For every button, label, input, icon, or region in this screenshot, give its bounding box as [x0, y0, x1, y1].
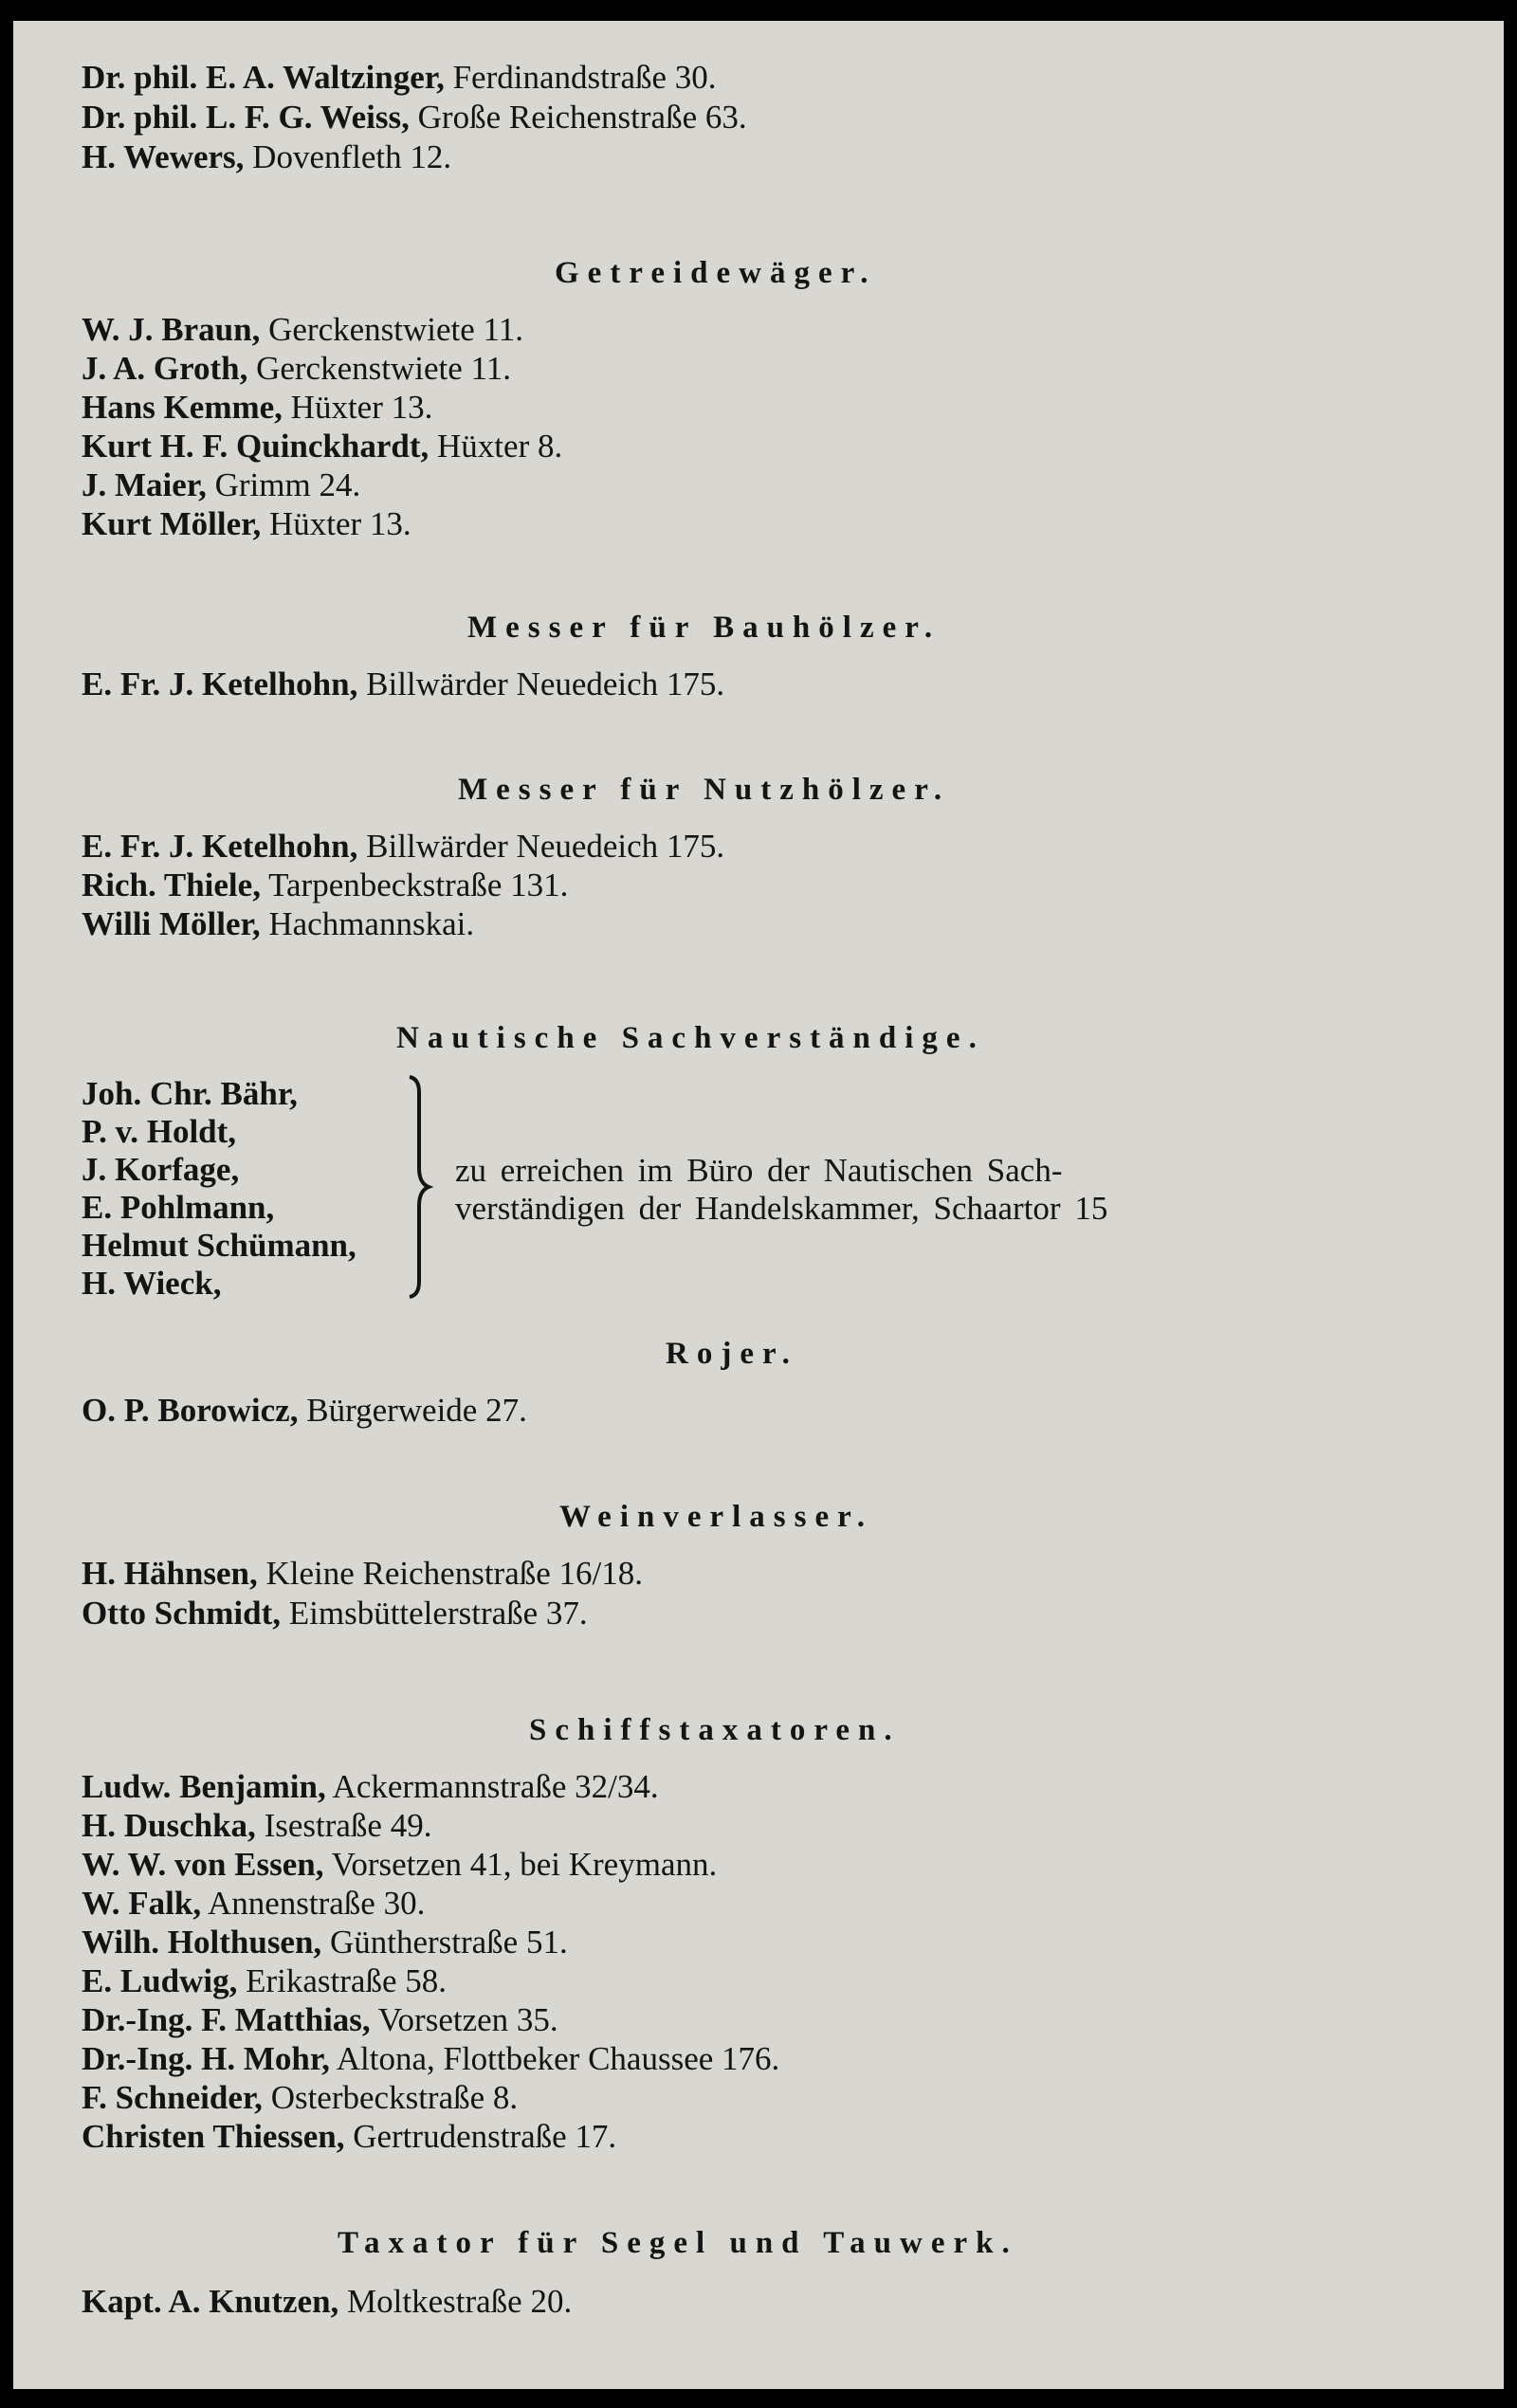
entry [82, 59, 717, 97]
entry-address: Osterbeckstraße 8. [270, 2079, 519, 2116]
entry [82, 428, 562, 465]
entry-address: Gerckenstwiete 11. [256, 350, 511, 387]
entry-name: Kurt Möller, [82, 505, 262, 542]
entry-name: Dr. phil. E. A. Waltzinger, [82, 59, 445, 96]
entry-address: Gerckenstwiete 11. [268, 311, 523, 348]
entry [82, 2079, 518, 2117]
entry-name: E. Fr. J. Ketelhohn, [82, 828, 358, 865]
entry [82, 905, 474, 943]
expert-name [82, 1151, 239, 1189]
entry-name: E. Ludwig, [82, 1962, 238, 1999]
entry-address: Gertrudenstraße 17. [353, 2118, 617, 2155]
entry [82, 1807, 431, 1845]
entry [82, 350, 511, 388]
entry-address: Billwärder Neuedeich 175. [366, 666, 725, 702]
section-heading: Messer für Bauhölzer. [467, 611, 941, 645]
entry-address: Dovenfleth 12. [252, 138, 452, 175]
entry-name: Kurt H. F. Quinckhardt, [82, 428, 430, 465]
entry-name: Otto Schmidt, [82, 1595, 281, 1632]
entry-address: Tarpenbeckstraße 131. [268, 867, 569, 903]
entry-name: W. Falk, [82, 1885, 202, 1922]
scan-border-top [0, 0, 1517, 21]
expert-name [82, 1265, 221, 1303]
expert-name-text: Helmut Schümann, [82, 1227, 356, 1264]
entry [82, 389, 432, 427]
entry [82, 2001, 558, 2039]
entry [82, 466, 360, 504]
entry-name: W. J. Braun, [82, 311, 261, 348]
entry-name: J. Maier, [82, 466, 207, 503]
entry-address: Bürgerweide 27. [306, 1392, 527, 1429]
entry-address: Hachmannskai. [268, 905, 475, 942]
entry-name: F. Schneider, [82, 2079, 263, 2116]
expert-name [82, 1075, 298, 1113]
section-heading: Rojer. [666, 1337, 798, 1371]
entry-name: Christen Thiessen, [82, 2118, 345, 2155]
entry-address: Kleine Reichenstraße 16/18. [265, 1555, 644, 1592]
entry-name: O. P. Borowicz, [82, 1392, 299, 1429]
entry [82, 2283, 572, 2321]
expert-name-text: E. Pohlmann, [82, 1189, 275, 1226]
section-heading: Weinverlasser. [559, 1500, 874, 1534]
entry [82, 311, 523, 349]
entry-address: Ferdinandstraße 30. [452, 59, 717, 96]
entry-name: J. A. Groth, [82, 350, 248, 387]
entry-address: Erikastraße 58. [246, 1962, 447, 1999]
entry-address: Vorsetzen 41, bei Kreymann. [331, 1846, 718, 1883]
entry [82, 828, 724, 866]
expert-name-text: P. v. Holdt, [82, 1113, 237, 1150]
scan-border-left [0, 0, 13, 2408]
entry-name: H. Wewers, [82, 138, 245, 175]
entry-name: Hans Kemme, [82, 389, 283, 426]
section-heading: Nautische Sachverständige. [396, 1021, 985, 1055]
entry [82, 505, 411, 543]
entry [82, 867, 568, 904]
scan-border-bottom [0, 2389, 1517, 2408]
entry-name: Ludw. Benjamin, [82, 1768, 326, 1805]
expert-name-text: J. Korfage, [82, 1151, 240, 1188]
entry [82, 2118, 616, 2156]
entry-address: Hüxter 13. [268, 505, 411, 542]
entry-address: Eimsbüttelerstraße 37. [288, 1595, 588, 1632]
entry [82, 1768, 659, 1806]
entry-name: Dr. phil. L. F. G. Weiss, [82, 99, 410, 136]
entry [82, 1392, 527, 1430]
entry-name: H. Duschka, [82, 1807, 256, 1844]
entry-address: Grimm 24. [214, 466, 361, 503]
entry-name: Kapt. A. Knutzen, [82, 2283, 339, 2320]
entry-name: Rich. Thiele, [82, 867, 261, 903]
expert-name-text: Joh. Chr. Bähr, [82, 1075, 298, 1112]
entry-address: Altona, Flottbeker Chaussee 176. [336, 2040, 780, 2077]
expert-name [82, 1189, 274, 1227]
section-heading: Getreidewäger. [555, 256, 877, 290]
entry [82, 1962, 447, 2000]
section-heading: Taxator für Segel und Tauwerk. [338, 2226, 1018, 2260]
entry [82, 1924, 568, 1961]
entry [82, 138, 451, 176]
entry-address: Annenstraße 30. [207, 1885, 426, 1922]
entry [82, 1555, 643, 1593]
scan-border-right [1504, 0, 1517, 2408]
entry-address: Vorsetzen 35. [377, 2001, 558, 2038]
curly-brace-icon [406, 1073, 434, 1301]
entry [82, 1595, 588, 1633]
entry [82, 1885, 425, 1923]
entry-name: E. Fr. J. Ketelhohn, [82, 666, 358, 702]
entry-name: Willi Möller, [82, 905, 261, 942]
nautical-note-line: verständigen der Handelskammer, Schaartor 15 [455, 1190, 1108, 1227]
entry [82, 1846, 717, 1884]
expert-name-text: H. Wieck, [82, 1265, 222, 1302]
entry [82, 2040, 779, 2078]
entry [82, 666, 724, 703]
entry-address: Große Reichenstraße 63. [417, 99, 747, 136]
entry-address: Hüxter 13. [290, 389, 433, 426]
entry-address: Güntherstraße 51. [329, 1924, 568, 1961]
entry-address: Hüxter 8. [437, 428, 563, 465]
entry [82, 99, 747, 137]
entry-name: Dr.-Ing. H. Mohr, [82, 2040, 330, 2077]
expert-name [82, 1227, 356, 1265]
entry-address: Isestraße 49. [264, 1807, 432, 1844]
section-heading: Schiffstaxatoren. [529, 1713, 901, 1747]
entry-address: Billwärder Neuedeich 175. [366, 828, 725, 865]
entry-address: Moltkestraße 20. [347, 2283, 573, 2320]
nautical-note [455, 1152, 1308, 1228]
entry-name: Dr.-Ing. F. Matthias, [82, 2001, 371, 2038]
entry-name: Wilh. Holthusen, [82, 1924, 322, 1961]
section-heading: Messer für Nutzhölzer. [458, 773, 951, 807]
entry-name: H. Hähnsen, [82, 1555, 258, 1592]
entry-name: W. W. von Essen, [82, 1846, 324, 1883]
expert-name [82, 1113, 236, 1151]
nautical-note-line: zu erreichen im Büro der Nautischen Sach- [455, 1152, 1063, 1189]
entry-address: Ackermannstraße 32/34. [332, 1768, 659, 1805]
